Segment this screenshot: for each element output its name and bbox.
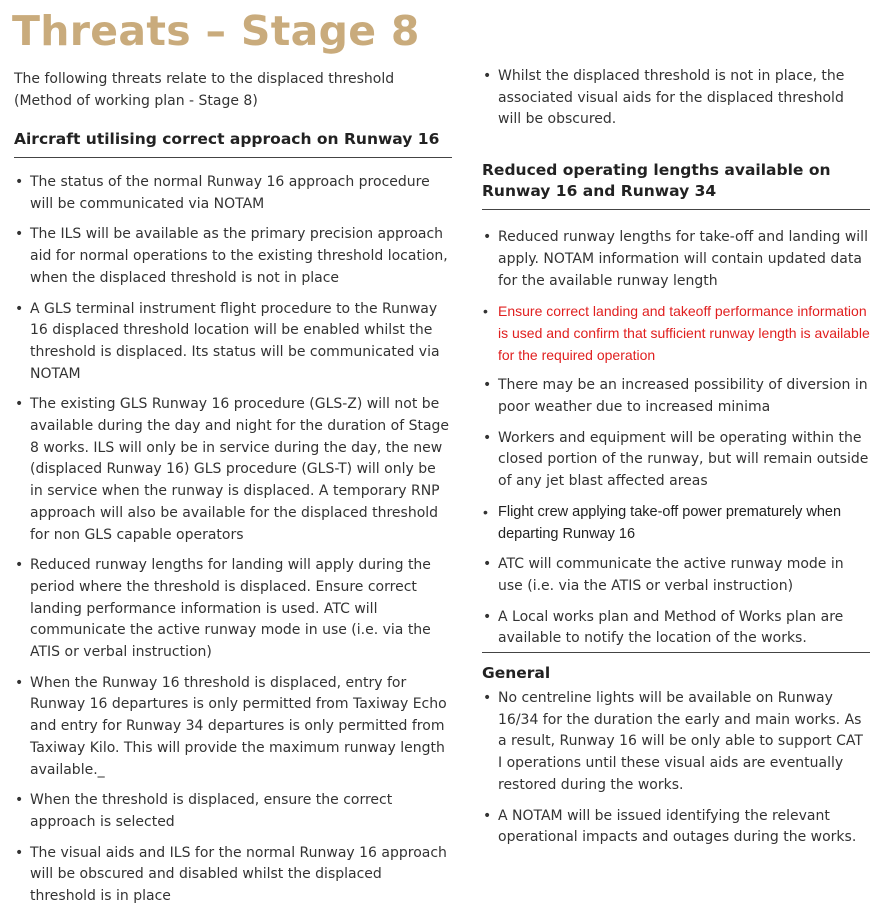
list-item: • There may be an increased possibility of diversion in poor weather due to increased minima: [482, 375, 870, 418]
list-item: • The existing GLS Runway 16 procedure (GLS-Z) will not be available during the day and night for the duration of Stage 8 works. ILS will only be in service during the day, the new (displaced Runway 16) GLS procedure (GLS-T) will only be in service when the runway is displaced. A temporary RNP approach will also be available for the displaced threshold for non GLS capable operators: [14, 394, 452, 546]
list-item: • Whilst the displaced threshold is not in place, the associated visual aids for the displaced threshold will be obscured.: [482, 66, 870, 131]
list-item: • Reduced runway lengths for landing will apply during the period where the threshold is displaced. Ensure correct landing performance information is used. ATC will communicate the active runway mode in use (i.e. via the ATIS or verbal instruction): [14, 555, 452, 664]
section-heading-approach: Aircraft utilising correct approach on Runway 16: [14, 129, 452, 158]
section-heading-reduced: Reduced operating lengths available on Runway 16 and Runway 34: [482, 160, 870, 210]
list-item: • Reduced runway lengths for take-off and landing will apply. NOTAM information will contain updated data for the available runway length: [482, 227, 870, 292]
right-column: [482, 66, 870, 849]
list-item: • Workers and equipment will be operating within the closed portion of the runway, but will remain outside of any jet blast affected areas: [482, 428, 870, 493]
reduced-list: [482, 227, 870, 653]
approach-list-continued: [482, 66, 870, 143]
list-item: • When the threshold is displaced, ensure the correct approach is selected: [14, 790, 452, 833]
left-column: [14, 68, 452, 908]
list-item: • A GLS terminal instrument flight procedure to the Runway 16 displaced threshold location will be enabled whilst the threshold is displaced. Its status will be communicated via NOTAM: [14, 299, 452, 386]
approach-list: [14, 172, 452, 908]
list-item: • Flight crew applying take-off power prematurely when departing Runway 16: [482, 502, 870, 545]
list-item-highlighted: • Ensure correct landing and takeoff performance information is used and confirm that sufficient runway length is available for the required operation: [482, 301, 870, 366]
list-item: • The status of the normal Runway 16 approach procedure will be communicated via NOTAM: [14, 172, 452, 215]
list-item: • ATC will communicate the active runway mode in use (i.e. via the ATIS or verbal instruction): [482, 554, 870, 597]
general-list: [482, 688, 870, 849]
list-item: • The visual aids and ILS for the normal Runway 16 approach will be obscured and disabled whilst the displaced threshold is in place: [14, 843, 452, 908]
page-title: Threats – Stage 8: [12, 7, 420, 55]
section-heading-general: General: [482, 664, 551, 683]
list-item: • A NOTAM will be issued identifying the relevant operational impacts and outages during the works.: [482, 806, 870, 849]
list-item: • A Local works plan and Method of Works plan are available to notify the location of the works.: [482, 607, 870, 650]
list-item: • The ILS will be available as the primary precision approach aid for normal operations to the existing threshold location, when the displaced threshold is not in place: [14, 224, 452, 289]
list-item: • When the Runway 16 threshold is displaced, entry for Runway 16 departures is only permitted from Taxiway Echo and entry for Runway 34 departures is only permitted from Taxiway Kilo. This will provide the maximum runway length available._: [14, 673, 452, 782]
list-item: • No centreline lights will be available on Runway 16/34 for the duration the early and main works. As a result, Runway 16 will be only able to support CAT I operations until these visual aids are eventually restored during the works.: [482, 688, 870, 797]
intro-text: The following threats relate to the displaced threshold (Method of working plan - Stage 8): [14, 71, 395, 109]
